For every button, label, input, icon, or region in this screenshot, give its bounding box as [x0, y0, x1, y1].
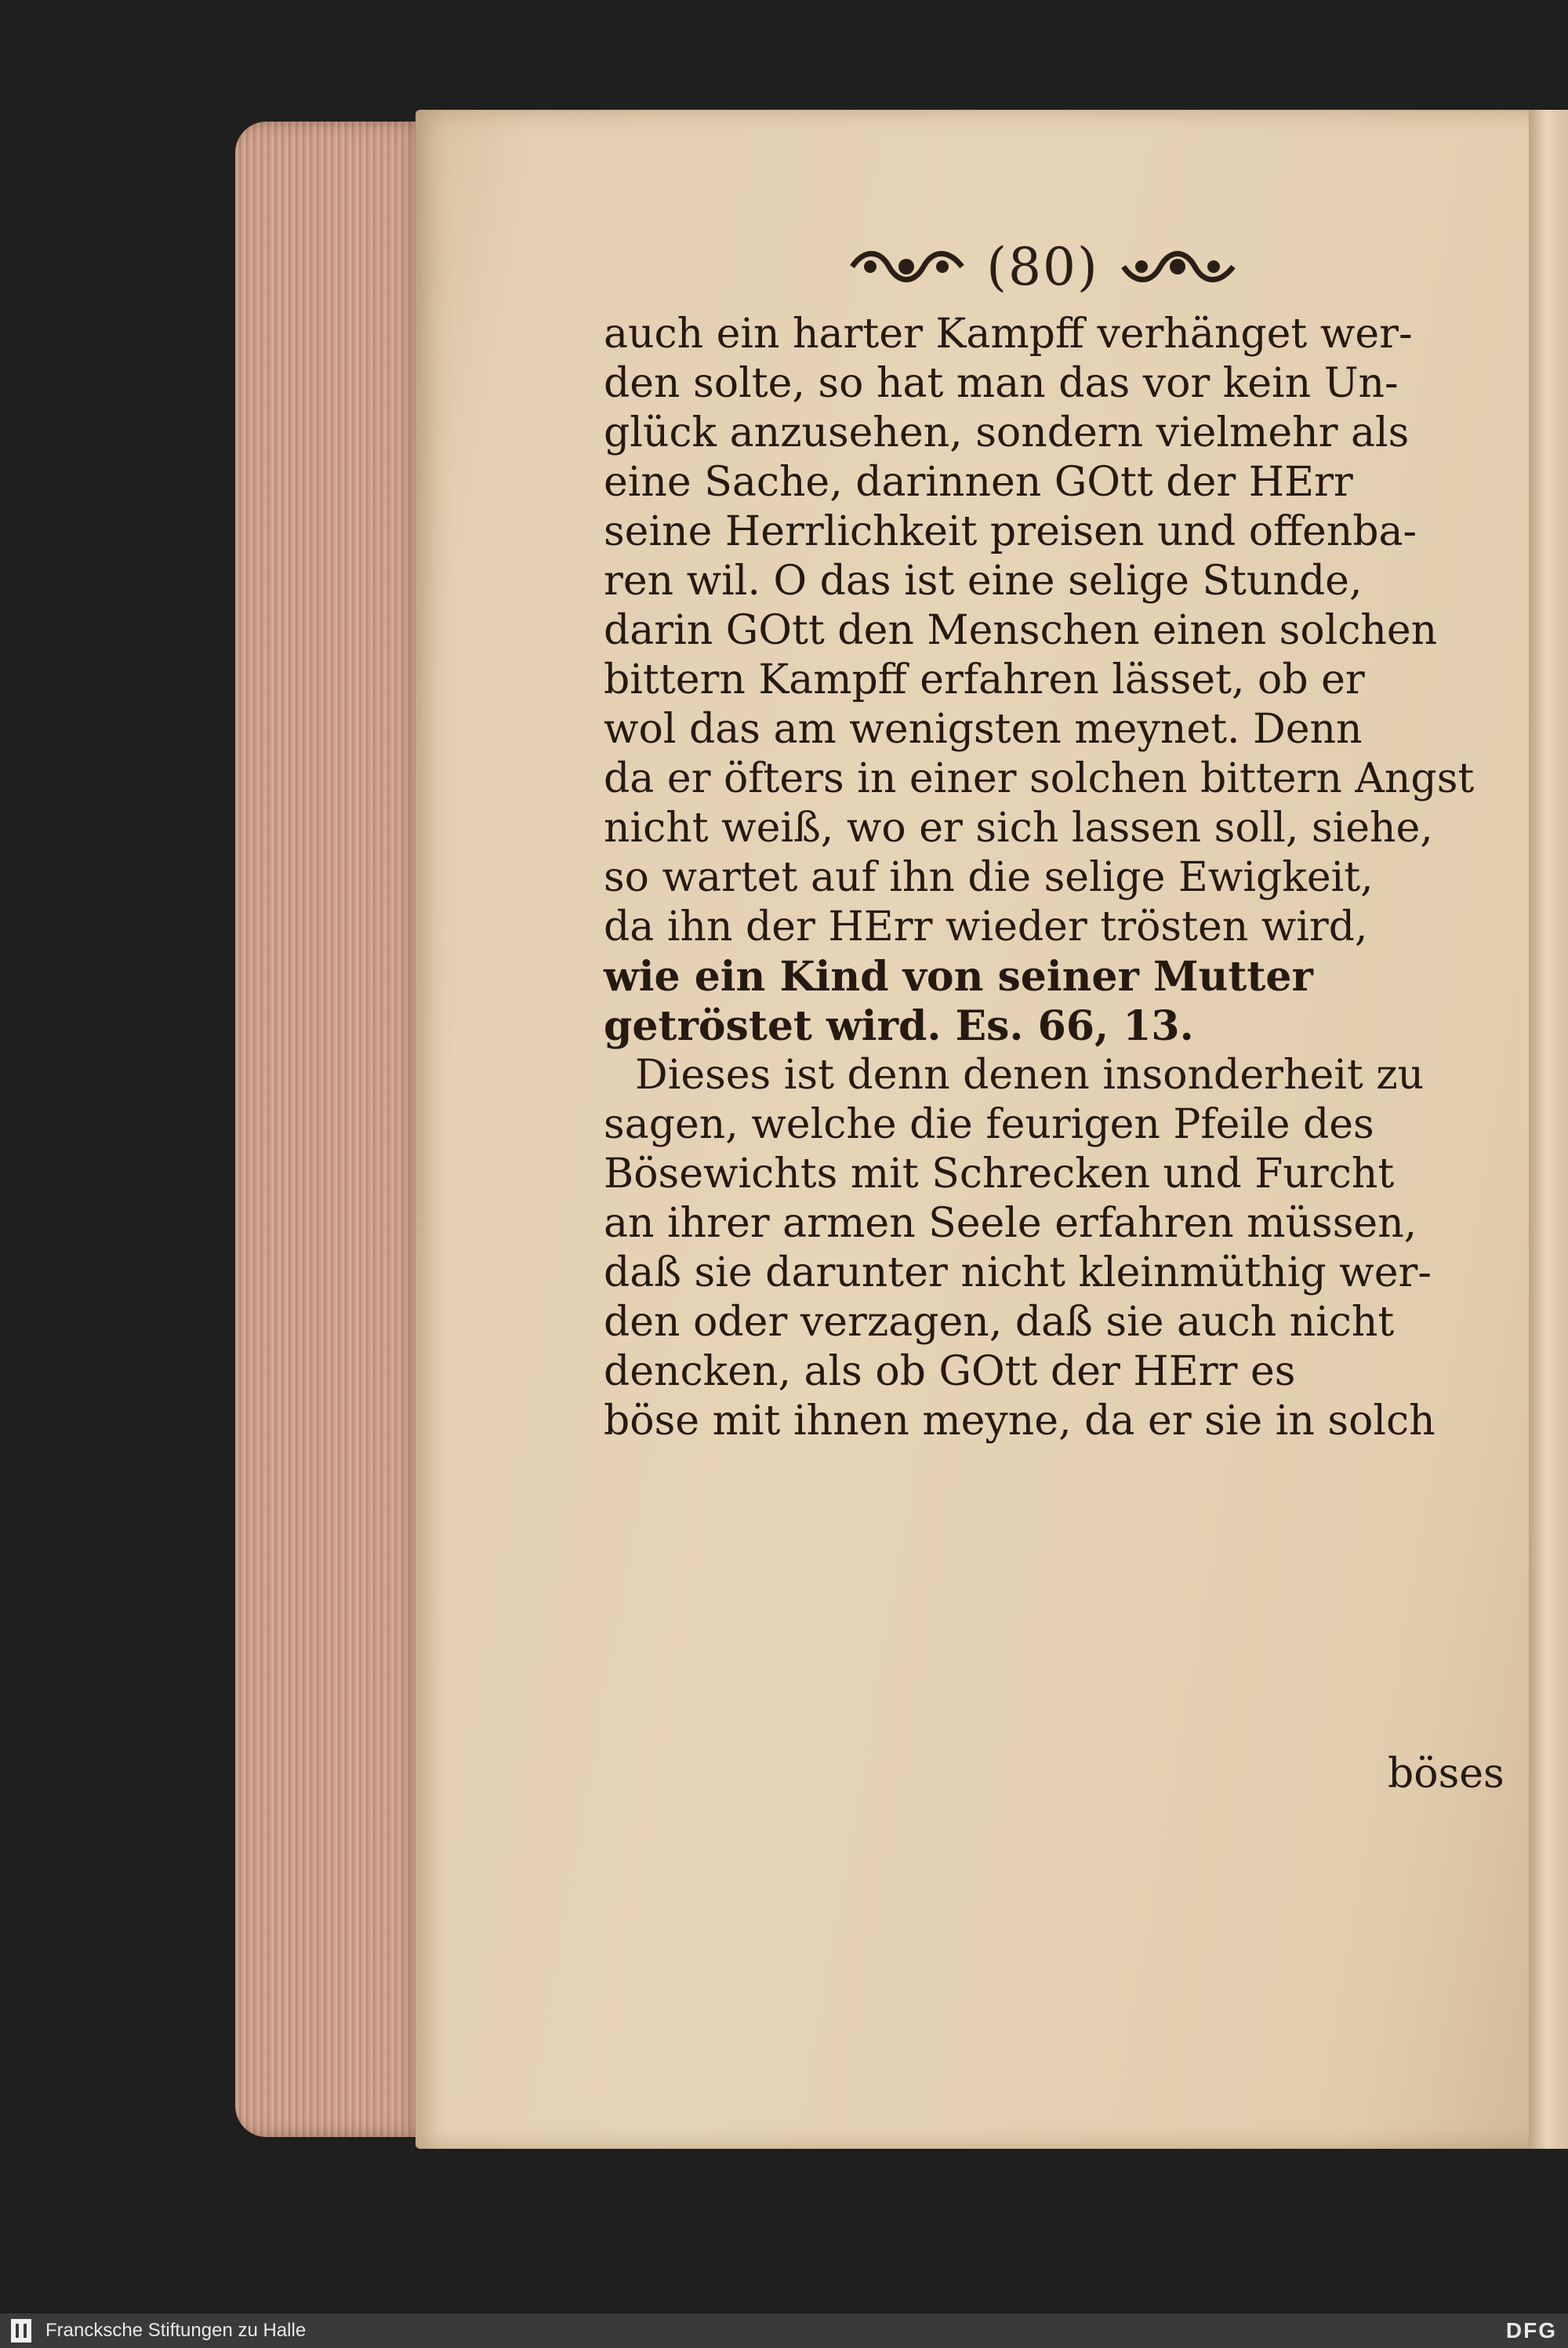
page-gutter: [1529, 110, 1568, 2149]
page-text: [604, 310, 1521, 1446]
text-line: seine Herrlichkeit preisen und offenba-: [604, 508, 1417, 555]
text-line: bittern Kampff erfahren lässet, ob er: [604, 656, 1365, 703]
text-line: Dieses ist denn denen insonderheit zu: [635, 1052, 1425, 1099]
text-line: den oder verzagen, daß sie auch nicht: [604, 1299, 1395, 1346]
ornament-left-icon: [848, 245, 966, 289]
viewer-footer: [0, 2313, 1568, 2348]
text-line: nicht weiß, wo er sich lassen soll, siehe,: [604, 805, 1433, 852]
text-line-emphasis: getröstet wird. Es. 66, 13.: [604, 1002, 1194, 1050]
text-line: ren wil. O das ist eine selige Stunde,: [604, 558, 1363, 605]
ornament-right-icon: [1120, 245, 1237, 289]
text-line: sagen, welche die feurigen Pfeile des: [604, 1101, 1374, 1148]
library-logo-icon: [8, 2316, 34, 2346]
text-line: da ihn der HErr wieder trösten wird,: [604, 903, 1368, 950]
text-line: an ihrer armen Seele erfahren müssen,: [604, 1200, 1417, 1247]
page-number: (80): [986, 236, 1099, 297]
page-header: [823, 235, 1262, 298]
institution-name: Francksche Stiftungen zu Halle: [45, 2320, 307, 2341]
text-line: wol das am wenigsten meynet. Denn: [604, 706, 1363, 753]
text-line: böse mit ihnen meyne, da er sie in solch: [604, 1398, 1436, 1445]
catchword: böses: [1388, 1750, 1504, 1797]
text-line: so wartet auf ihn die selige Ewigkeit,: [604, 854, 1374, 901]
text-line: darin GOtt den Menschen einen solchen: [604, 607, 1438, 654]
text-line-emphasis: wie ein Kind von seiner Mutter: [604, 953, 1313, 1001]
text-line: auch ein harter Kampff verhänget wer-: [604, 311, 1413, 358]
page-edges: [235, 122, 423, 2137]
text-line: Bösewichts mit Schrecken und Furcht: [604, 1150, 1395, 1198]
footer-institution[interactable]: [0, 2316, 306, 2346]
text-line: daß sie darunter nicht kleinmüthig wer-: [604, 1249, 1432, 1296]
text-line: glück anzusehen, sondern vielmehr als: [604, 409, 1410, 456]
text-line: eine Sache, darinnen GOtt der HErr: [604, 459, 1353, 506]
text-line: den solte, so hat man das vor kein Un-: [604, 360, 1399, 407]
text-line: da er öfters in einer solchen bittern Angst: [604, 755, 1475, 802]
dfg-logo[interactable]: DFG: [1505, 2318, 1557, 2343]
text-line: dencken, als ob GOtt der HErr es: [604, 1348, 1296, 1395]
